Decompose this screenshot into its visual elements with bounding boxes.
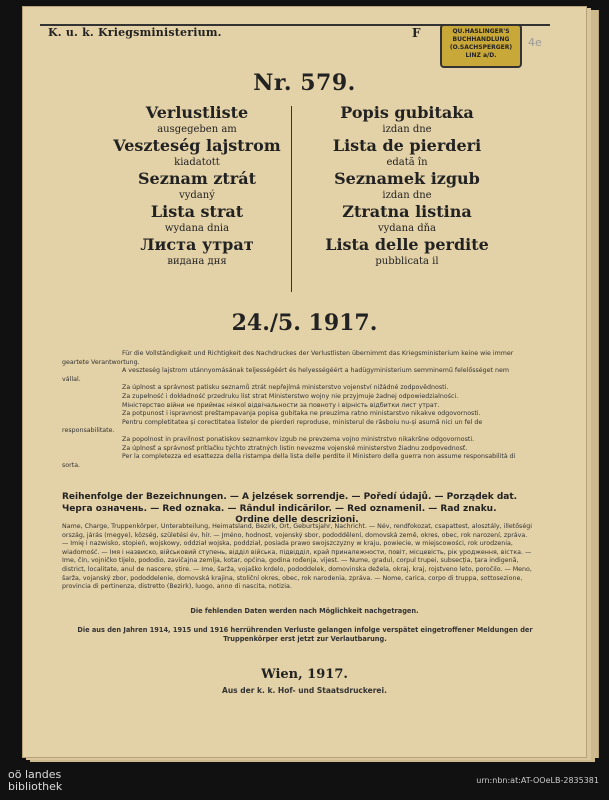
list-subtitle: wydana dnia bbox=[164, 223, 230, 234]
order-row bbox=[62, 492, 532, 504]
order-item: Черга означень. bbox=[62, 503, 148, 514]
list-subtitle: izdan dne bbox=[382, 124, 432, 135]
disclaimer-paragraph: Za potpunost i ispravnost preštampavanja popisa gubitaka ne preuzima ratno ministarstvo nikakve odgovornosti. bbox=[122, 410, 481, 418]
designation-order bbox=[62, 492, 532, 527]
disclaimer-paragraph: Za zupełność i dokładność przedruku list strat Ministerstwo wojny nie przyjmuje żadnej odpowiedzialności. bbox=[122, 392, 459, 400]
late-losses-note: Die aus den Jahren 1914, 1915 und 1916 herrührenden Verluste gelangen infolge verspätet eingetroffener Meldungen der Truppenkörper erst jetzt zur Verlautbarung. bbox=[77, 626, 533, 643]
printer-line: Aus der k. k. Hof- und Staatsdruckerei. bbox=[222, 686, 387, 695]
list-subtitle: ausgegeben am bbox=[157, 124, 237, 135]
stamp-line: LINZ a/D. bbox=[465, 52, 497, 59]
order-row bbox=[62, 504, 532, 516]
order-item: — Red oznaka. bbox=[150, 503, 225, 514]
list-title: Ztratna listina bbox=[342, 202, 472, 221]
stamp-line: (O.SACHSPERGER) bbox=[449, 44, 513, 51]
list-title: Veszteség lajstrom bbox=[113, 136, 281, 155]
order-item: — Rad znaku. bbox=[428, 503, 497, 514]
list-title: Seznam ztrát bbox=[138, 169, 256, 188]
list-title: Lista strat bbox=[150, 202, 244, 221]
description-paragraph: Name, Charge, Truppenkörper, Unterabteilung, Heimatsland, Bezirk, Ort, Geburtsjahr, Nachricht. — Név, rendfokozat, csapattest, alosztály, illetőségi ország, járás (megye), község, születési év, hír. — Jméno, hodnost, vojenský sbor, pododdělení, domovská země, okres, obec, rok narození, zpráva. — Imię i nazwisko, stopień, wojskowy, oddział wojska, poddział, posiada prawo swojszczyzny w kraju, powiecie, w miejscowości, rok urodzenia, wiadomość. — Імя і назвиско, військовий ступень, відділ війська, підвідділ, край приналежности, повіт, місцевість, рік уродження, вістка. — Ime, čin, vojničko tijelo, pododio, zavičajna zemlja, kotar, općina, godina rođenja, vijest. — Nume, gradul, corpul trupei, subsecția, țara indigenă, district, localitate, anul de nascere, știre. — Ime, šarža, vojaško krdelo, pododdelek, domovinska dežela, okraj, kraj, rojstveno leto, poročilo. — Meno, šarža, vojanský zbor, pododdelenie, domovská krajina, stoliční okres, obec, rok narodenia, zpráva. — Nome, carica, corpo di truppa, sottosezione, provincia di pertinenza, distretto (Bezirk), luogo, anno di nascita, notizia. bbox=[62, 523, 532, 591]
order-item: — A jelzések sorrendje. bbox=[229, 492, 349, 502]
stamp-line: BUCHHANDLUNG bbox=[452, 36, 510, 43]
list-title: Lista delle perdite bbox=[325, 235, 489, 254]
description-block bbox=[62, 523, 532, 592]
list-subtitle: vydaný bbox=[179, 190, 215, 201]
list-title: Lista de pierderi bbox=[332, 136, 482, 155]
list-title: Seznamek izgub bbox=[334, 169, 480, 188]
publication-place: Wien, 1917. bbox=[261, 667, 348, 682]
urn-identifier: urn:nbn:at:AT-OOeLB-2835381 bbox=[476, 776, 599, 785]
title-column-right bbox=[307, 103, 507, 268]
list-subtitle: kiadatott bbox=[174, 157, 220, 168]
list-subtitle: izdan dne bbox=[382, 190, 432, 201]
list-subtitle: vydana dňa bbox=[377, 223, 437, 234]
list-subtitle: edată în bbox=[386, 157, 428, 168]
list-title: Листа утрат bbox=[140, 235, 254, 254]
disclaimer-paragraph: Za úplnosť a správnosť prítlačku týchto ztratných listin nevezme vojenské ministerstvo žiadnu zodpovednosť. bbox=[122, 444, 468, 452]
header-letter: F bbox=[412, 26, 421, 40]
title-column-left bbox=[97, 103, 297, 268]
disclaimer-paragraph: Für die Vollständigkeit und Richtigkeit des Nachdruckes der Verlustlisten übernimmt das Kriegsministerium keine wie immer geartete Verantwortung. bbox=[62, 350, 514, 366]
disclaimer-paragraph: Per la completezza ed esattezza della ristampa della lista delle perdite il Ministero della guerra non assume responsabilità di sorta. bbox=[62, 453, 516, 469]
list-title: Popis gubitaka bbox=[340, 103, 474, 122]
stamp-line: QU.HASLINGER'S bbox=[452, 28, 510, 35]
missing-data-note: Die fehlenden Daten werden nach Möglichkeit nachgetragen. bbox=[190, 607, 419, 615]
order-item: — Red oznamenil. bbox=[335, 503, 426, 514]
list-subtitle: видана дня bbox=[167, 256, 227, 267]
disclaimer-paragraph: A veszteség lajstrom utánnyomásának teljességéért és helyességéért a hadügyministerium semminemű felelősséget nem vállal. bbox=[62, 367, 510, 383]
pencil-note: 4e bbox=[528, 36, 542, 49]
list-title: Verlustliste bbox=[145, 103, 249, 122]
order-item: — Rândul indicărilor. bbox=[227, 503, 332, 514]
bookseller-stamp bbox=[440, 24, 522, 68]
disclaimer-paragraph: Міністерство війни не приймає ніякої відвічальности за повноту і вірність відбитки лист утрат. bbox=[122, 401, 440, 409]
order-item: — Poředí údajů. bbox=[351, 492, 432, 502]
list-subtitle: pubblicata il bbox=[375, 256, 439, 267]
logo-line: oö landes bbox=[8, 768, 62, 781]
issue-date: 24./5. 1917. bbox=[231, 310, 378, 336]
order-item: — Porządek dat. bbox=[434, 492, 518, 502]
order-item: Ordine delle descrizioni. bbox=[235, 515, 359, 525]
disclaimer-block bbox=[62, 350, 522, 470]
issue-number: Nr. 579. bbox=[253, 70, 356, 96]
disclaimer-paragraph: Za popolnost in pravilnost ponatiskov seznamkov izgub ne prevzema vojno ministrstvo nikakršne odgovornosti. bbox=[122, 435, 475, 443]
disclaimer-paragraph: Pentru completitatea și corectitatea listelor de pierderi reproduse, ministerul de răsboiu nu-și asumă nici un fel de responsabilitate. bbox=[62, 418, 483, 435]
library-logo bbox=[8, 769, 62, 793]
order-item: Reihenfolge der Bezeichnungen. bbox=[62, 492, 227, 502]
logo-line: bibliothek bbox=[8, 780, 63, 793]
column-divider bbox=[291, 106, 292, 292]
ministry-header: K. u. k. Kriegsministerium. bbox=[48, 26, 222, 39]
disclaimer-paragraph: Za úplnost a správnost patisku seznamů ztrát nepřejímá ministerstvo vojenství nižádné zodpovědnosti. bbox=[122, 384, 449, 392]
